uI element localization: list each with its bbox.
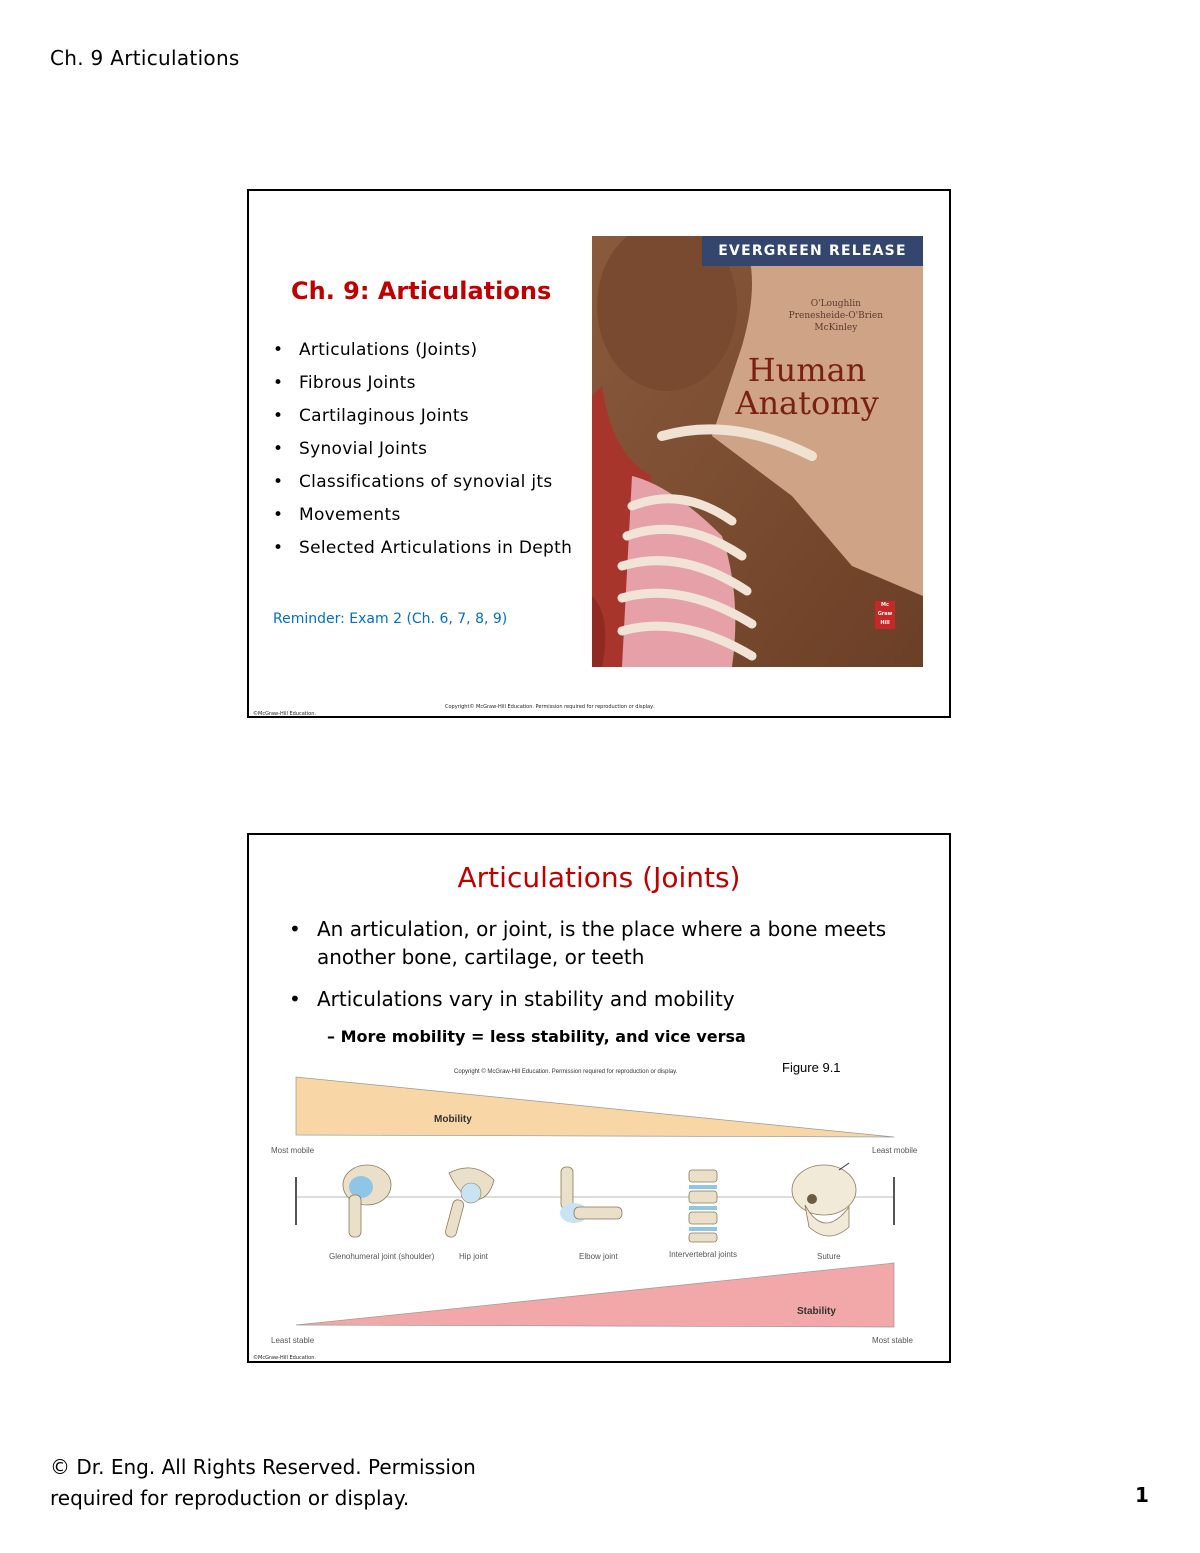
list-item: • Synovial Joints [273,436,573,463]
cover-title-line: Anatomy [735,384,879,422]
book-cover-image [592,236,923,667]
page-number: 1 [1135,1483,1149,1507]
bullet-marker: • [289,987,301,1011]
slide-2-sub-bullet: – More mobility = less stability, and vice versa [327,1027,746,1046]
cover-author: O'Loughlin [810,299,861,309]
intervertebral-joints-illustration [689,1170,717,1242]
slide-2 [247,833,951,1363]
joint-label-suture: Suture [817,1252,841,1261]
least-stable-label: Least stable [271,1336,315,1345]
list-item: • Classifications of synovial jts [273,469,573,496]
most-mobile-label: Most mobile [271,1146,315,1155]
glenohumeral-joint-illustration [343,1165,391,1237]
list-item: • Fibrous Joints [273,370,573,397]
cover-authors [789,298,883,334]
most-stable-label: Most stable [872,1336,913,1345]
list-item: • Cartilaginous Joints [273,403,573,430]
page-footer [50,1452,476,1514]
mobility-label: Mobility [434,1114,472,1125]
joint-label-elbow: Elbow joint [579,1252,618,1261]
mobility-wedge [296,1077,894,1137]
cover-banner: EVERGREEN RELEASE [702,236,923,266]
stability-label: Stability [797,1306,836,1317]
joint-label-hip: Hip joint [459,1252,488,1261]
stability-wedge [296,1263,894,1327]
joint-label-intervertebral: Intervertebral joints [669,1250,738,1259]
cover-author: Prenesheide-O'Brien [788,311,883,321]
cover-author: McKinley [814,323,858,333]
slide-1-copyright: Copyright© McGraw-Hill Education. Permission required for reproduction or display. [445,704,654,710]
hip-joint-illustration [444,1168,494,1238]
list-item: • Selected Articulations in Depth [273,535,573,562]
elbow-joint-illustration [560,1167,622,1223]
slide-2-corner-note: ©McGraw-Hill Education. [253,1355,316,1361]
figure-copyright: Copyright © McGraw-Hill Education. Permission required for reproduction or display. [454,1069,678,1075]
list-item: • Articulations (Joints) [273,337,573,364]
slide-1-corner-note: ©McGraw-Hill Education. [253,711,316,717]
mobility-stability-figure [249,835,949,1361]
slide-1-bullet-list [273,337,573,568]
skull-suture-illustration [792,1163,856,1236]
bullet-marker: • [289,917,301,941]
cover-title [712,351,902,422]
footer-line-1: © Dr. Eng. All Rights Reserved. Permission [50,1455,476,1479]
least-mobile-label: Least mobile [872,1146,918,1155]
footer-line-2: required for reproduction or display. [50,1486,410,1510]
exam-reminder: Reminder: Exam 2 (Ch. 6, 7, 8, 9) [273,611,508,627]
bullet-text: Articulations vary in stability and mobility [317,987,735,1011]
list-item: • Movements [273,502,573,529]
joint-label-glenohumeral: Glenohumeral joint (shoulder) [329,1252,435,1261]
slide-2-title: Articulations (Joints) [457,861,741,894]
bullet-text: An articulation, or joint, is the place where a bone meets another bone, cartilage, or teeth [317,917,887,969]
cover-title-line: Human [747,351,867,389]
slide-1-title: Ch. 9: Articulations [291,277,552,305]
publisher-logo: Mc Graw Hill [875,601,895,629]
slide-1 [247,189,951,718]
figure-label: Figure 9.1 [782,1060,841,1075]
page-header: Ch. 9 Articulations [50,46,240,70]
